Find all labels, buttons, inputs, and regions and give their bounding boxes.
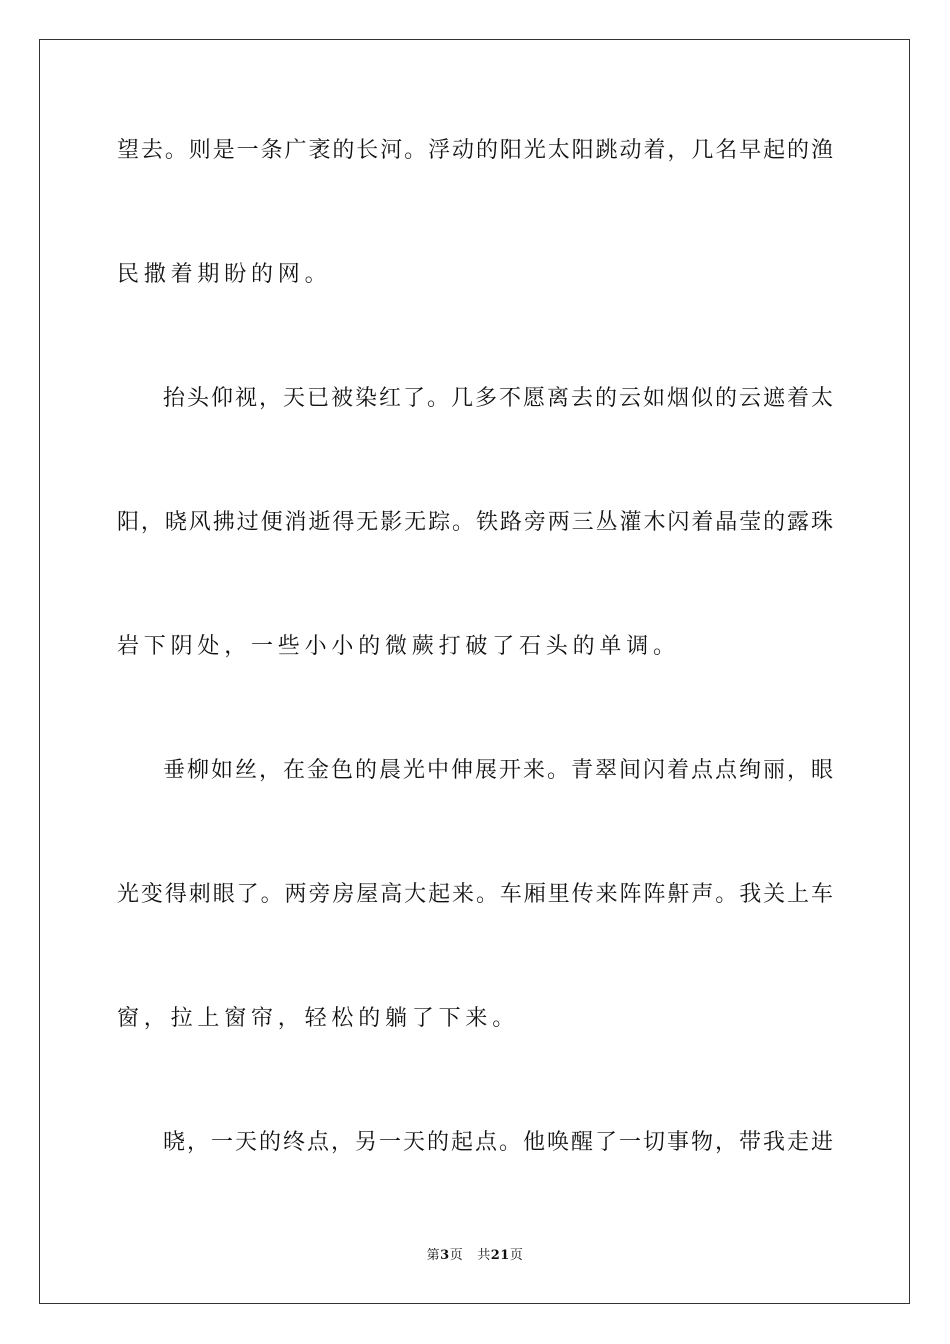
total-suffix: 页 <box>509 1248 524 1263</box>
page-suffix: 页 <box>449 1248 464 1263</box>
paragraph-line-2: 民撒着期盼的网。 <box>117 262 332 287</box>
paragraph-line-4: 阳，晓风拂过便消逝得无影无踪。铁路旁两三丛灌木闪着晶莹的露珠 <box>117 510 833 535</box>
paragraph-line-8: 窗，拉上窗帘，轻松的躺了下来。 <box>117 1006 520 1031</box>
paragraph-line-5: 岩下阴处，一些小小的微蕨打破了石头的单调。 <box>117 634 680 659</box>
total-pages: 21 <box>490 1248 510 1263</box>
page-footer <box>0 1246 950 1266</box>
paragraph-line-6: 垂柳如丝，在金色的晨光中伸展开来。青翠间闪着点点绚丽，眼 <box>163 758 833 783</box>
total-prefix: 共 <box>477 1248 491 1263</box>
paragraph-line-1: 望去。则是一条广袤的长河。浮动的阳光太阳跳动着，几名早起的渔 <box>117 138 833 163</box>
paragraph-line-9: 晓，一天的终点，另一天的起点。他唤醒了一切事物，带我走进 <box>163 1130 833 1155</box>
page-number: 3 <box>440 1248 450 1263</box>
paragraph-line-3: 抬头仰视，天已被染红了。几多不愿离去的云如烟似的云遮着太 <box>163 386 833 411</box>
page-prefix: 第 <box>426 1248 441 1263</box>
paragraph-line-7: 光变得刺眼了。两旁房屋高大起来。车厢里传来阵阵鼾声。我关上车 <box>117 882 833 907</box>
page-border <box>39 39 910 1304</box>
